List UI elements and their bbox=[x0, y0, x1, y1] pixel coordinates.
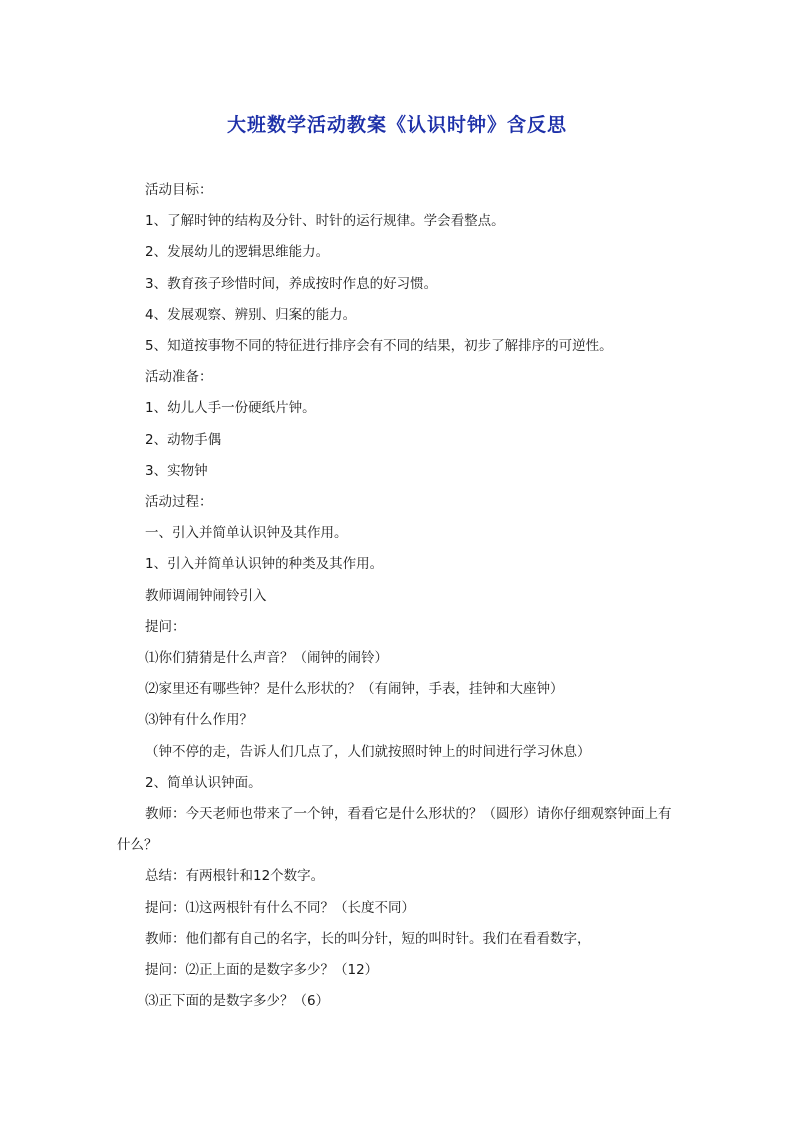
paragraph: 教师：他们都有自己的名字，长的叫分针，短的叫时针。我们在看看数字， bbox=[145, 930, 591, 947]
paragraph: ⑴你们猜猜是什么声音？（闹钟的闹铃） bbox=[145, 650, 388, 667]
paragraph: 3、实物钟 bbox=[145, 462, 208, 479]
paragraph: 活动目标： bbox=[145, 182, 213, 198]
paragraph: 教师：今天老师也带来了一个钟，看看它是什么形状的？（圆形）请你仔细观察钟面上有什么？ bbox=[117, 806, 672, 854]
paragraph: 提问：⑵正上面的是数字多少？（12） bbox=[145, 962, 379, 979]
paragraph: 提问： bbox=[145, 618, 186, 635]
paragraph: 总结：有两根针和12个数字。 bbox=[145, 868, 325, 885]
document-title: 大班数学活动教案《认识时钟》含反思 bbox=[226, 114, 567, 136]
paragraph: 5、知道按事物不同的特征进行排序会有不同的结果，初步了解排序的可逆性。 bbox=[145, 338, 613, 355]
paragraph: 2、简单认识钟面。 bbox=[145, 774, 262, 791]
paragraph: 1、了解时钟的结构及分针、时针的运行规律。学会看整点。 bbox=[145, 213, 505, 230]
paragraph: ⑶正下面的是数字多少？（6） bbox=[145, 993, 330, 1010]
paragraph: 2、动物手偶 bbox=[145, 431, 222, 448]
paragraph: 2、发展幼儿的逻辑思维能力。 bbox=[145, 244, 330, 261]
paragraph: 1、幼儿人手一份硬纸片钟。 bbox=[145, 400, 316, 417]
paragraph: 活动过程： bbox=[145, 494, 213, 511]
paragraph: ⑵家里还有哪些钟？是什么形状的？（有闹钟，手表，挂钟和大座钟） bbox=[145, 681, 564, 698]
paragraph: 3、教育孩子珍惜时间，养成按时作息的好习惯。 bbox=[145, 275, 438, 292]
paragraph: 教师调闹钟闹铃引入 bbox=[145, 587, 267, 604]
paragraph: 一、引入并简单认识钟及其作用。 bbox=[145, 525, 348, 542]
paragraph: 提问：⑴这两根针有什么不同？（长度不同） bbox=[145, 899, 415, 916]
paragraph: （钟不停的走，告诉人们几点了，人们就按照时钟上的时间进行学习休息） bbox=[145, 743, 591, 760]
document-body bbox=[117, 175, 682, 1017]
paragraph: ⑶钟有什么作用？ bbox=[145, 712, 253, 729]
paragraph: 活动准备： bbox=[145, 369, 213, 386]
paragraph: 4、发展观察、辨别、归案的能力。 bbox=[145, 306, 357, 323]
paragraph: 1、引入并简单认识钟的种类及其作用。 bbox=[145, 556, 384, 573]
